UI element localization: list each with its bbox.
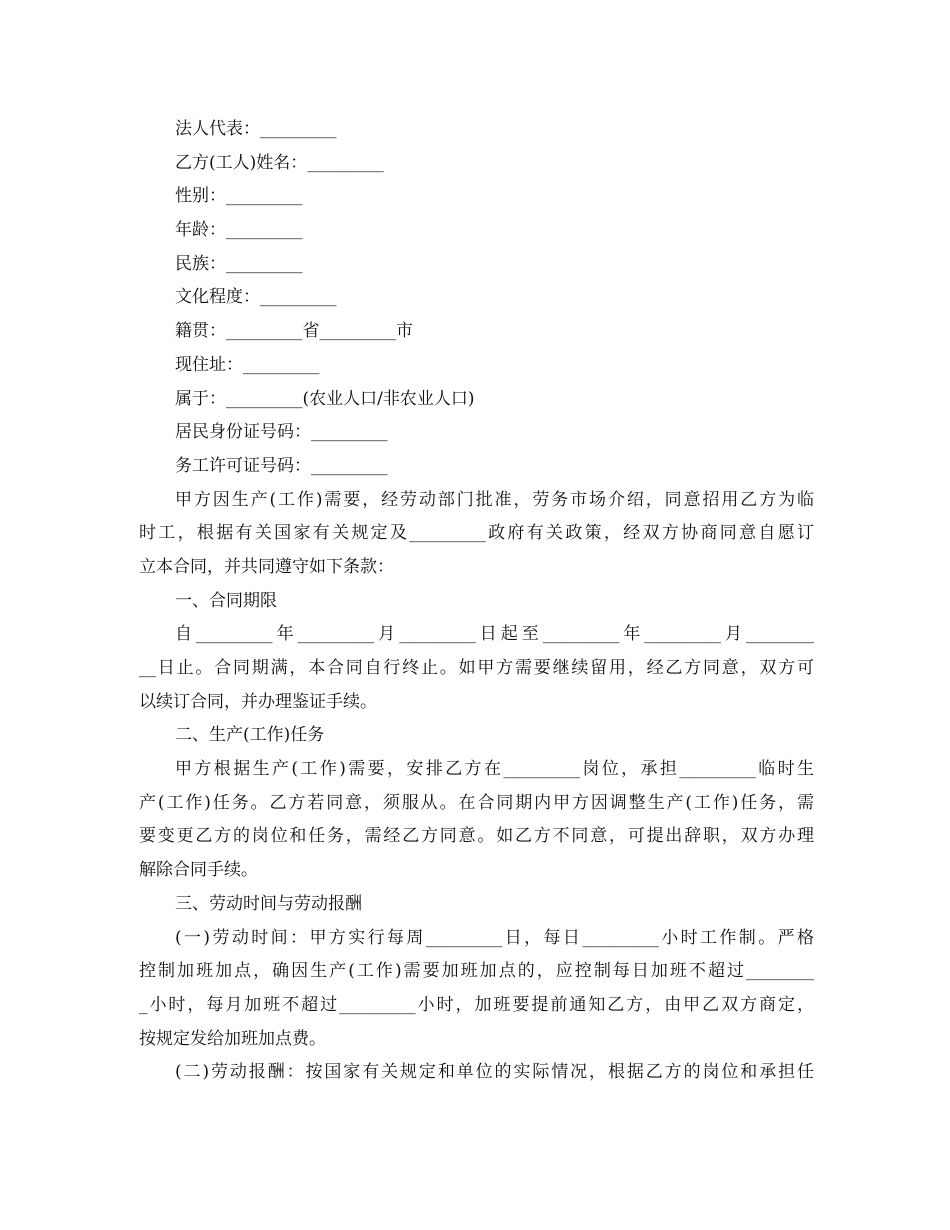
worker-name-line: 乙方(工人)姓名：_________ [175,152,384,173]
section-1-heading: 一、合同期限 [175,590,277,611]
section-3-heading: 三、劳动时间与劳动报酬 [175,893,362,914]
section-2-line-1: 甲方根据生产(工作)需要，安排乙方在_________岗位，承担_________临时生 [175,759,814,780]
ethnicity-line: 民族：_________ [175,253,303,274]
native-place-line: 籍贯：_________省_________市 [175,321,413,342]
section-2-heading: 二、生产(工作)任务 [175,725,325,746]
household-type-line: 属于：_________(农业人口/非农业人口) [175,388,475,409]
section-2-line-2: 产(工作)任务。乙方若同意，须服从。在合同期内甲方因调整生产(工作)任务，需 [139,792,814,813]
section-2-line-3: 要变更乙方的岗位和任务，需经乙方同意。如乙方不同意，可提出辞职，双方办理 [139,826,814,847]
preamble-line-3: 立本合同，并共同遵守如下条款： [139,556,394,577]
work-permit-line: 务工许可证号码：_________ [175,455,388,476]
gender-line: 性别：_________ [175,186,303,207]
preamble-line-1: 甲方因生产(工作)需要，经劳动部门批准，劳务市场介绍，同意招用乙方为临 [175,489,814,510]
section-3-1-line-2: 控制加班加点，确因生产(工作)需要加班加点的，应控制每日加班不超过________ [139,961,814,982]
education-line: 文化程度：_________ [175,287,337,308]
contract-text [139,113,814,1090]
section-3-1-line-3: _小时，每月加班不超过_________小时，加班要提前通知乙方，由甲乙双方商定， [139,994,814,1015]
current-address-line: 现住址：_________ [175,354,320,375]
section-3-1-line-4: 按规定发给加班加点费。 [139,1028,326,1049]
section-2-line-4: 解除合同手续。 [139,860,258,881]
section-3-2-line-1: (二)劳动报酬：按国家有关规定和单位的实际情况，根据乙方的岗位和承担任 [175,1062,814,1083]
section-1-line-3: 以续订合同，并办理鉴证手续。 [139,691,377,712]
section-1-line-2: __日止。合同期满，本合同自行终止。如甲方需要继续留用，经乙方同意，双方可 [139,658,814,678]
age-line: 年龄：_________ [175,220,303,241]
section-3-1-line-1: (一)劳动时间：甲方实行每周_________日，每日_________小时工作制。严格 [175,927,814,948]
preamble-line-2: 时工，根据有关国家有关规定及_________政府有关政策，经双方协商同意自愿订 [139,523,814,544]
section-1-line-1: 自_________年_________月_________日起至_________年_________月________ [175,624,814,645]
id-number-line: 居民身份证号码：_________ [175,422,388,443]
legal-representative-line: 法人代表：_________ [175,119,337,139]
